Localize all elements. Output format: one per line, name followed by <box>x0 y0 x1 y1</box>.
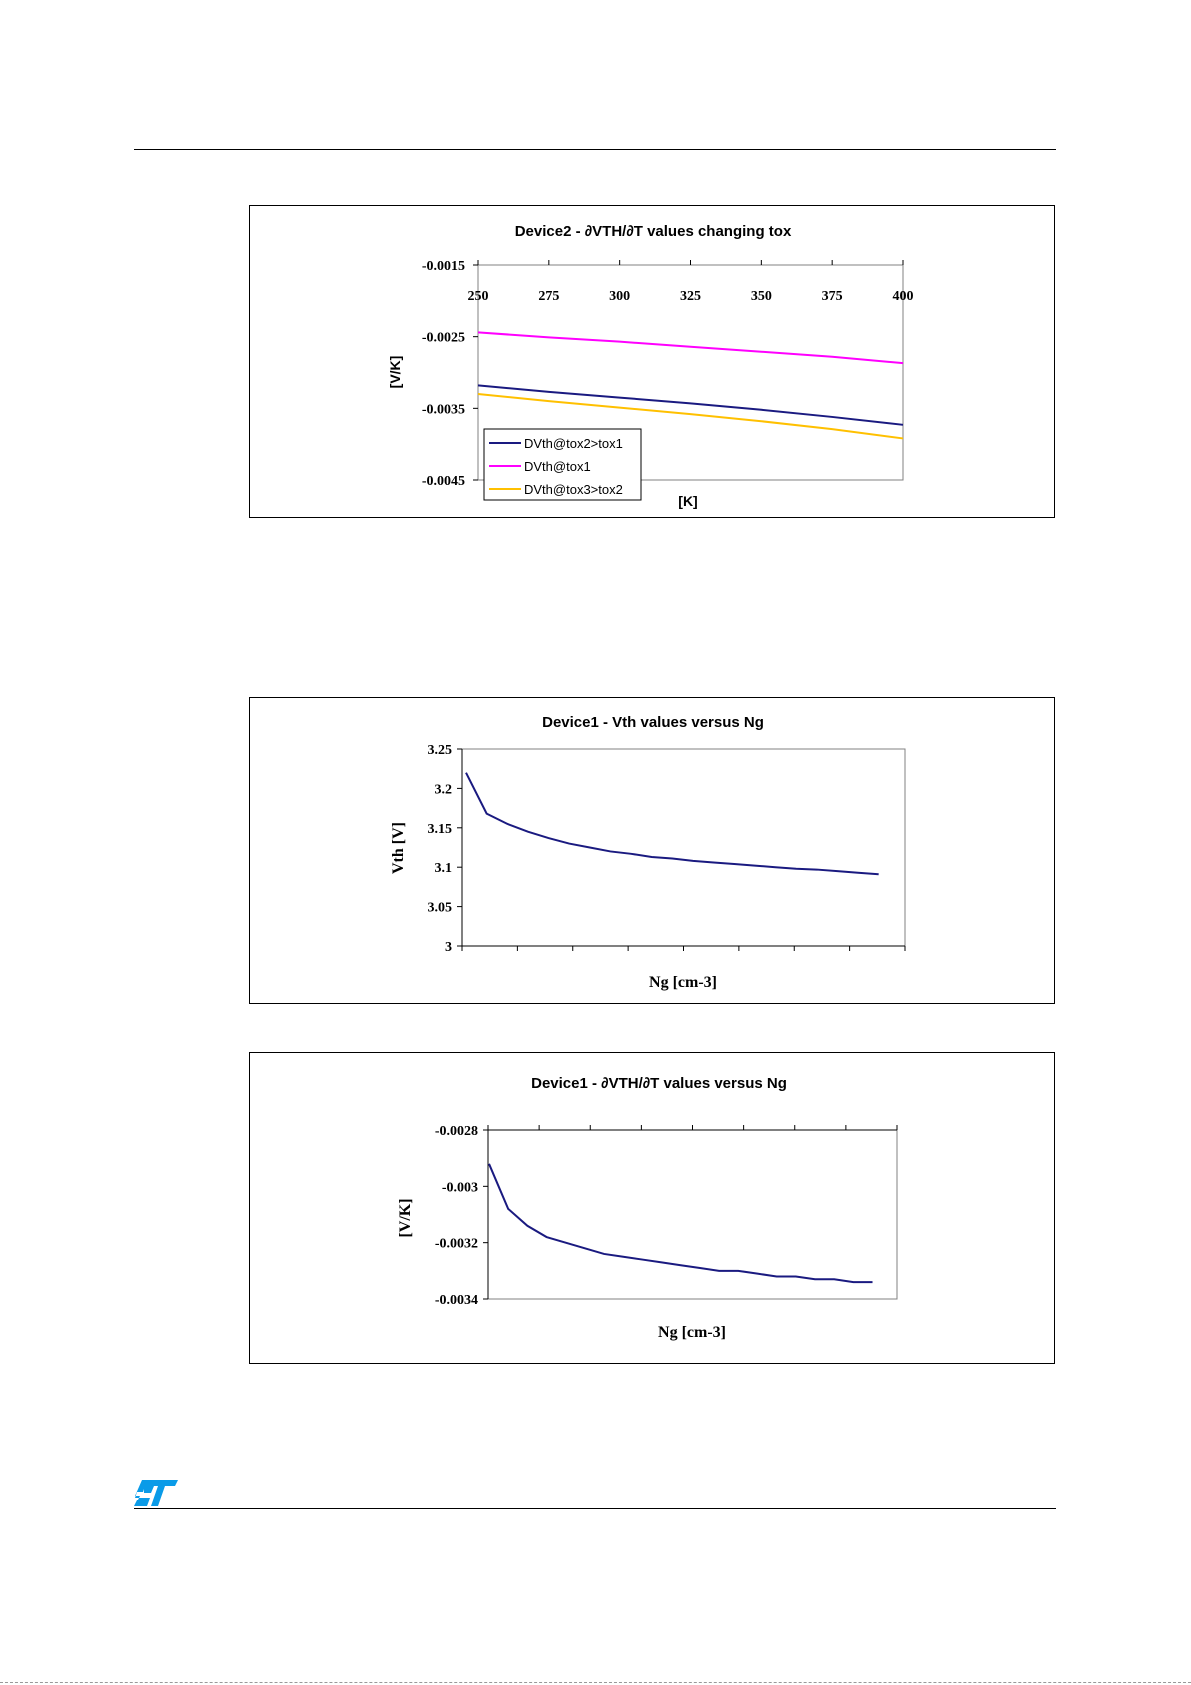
y-tick-label: -0.0025 <box>421 330 465 346</box>
header-rule <box>134 149 1056 150</box>
y-tick-label: -0.0032 <box>434 1236 478 1252</box>
y-tick-label: 3.15 <box>427 821 452 837</box>
x-tick-label: 375 <box>821 289 843 304</box>
chart-3-svg <box>250 1053 1056 1365</box>
y-tick-label: -0.0035 <box>421 402 465 418</box>
x-tick-label: 250 <box>467 289 489 304</box>
x-axis-label: Ng [cm-3] <box>649 974 717 991</box>
x-tick-label: 400 <box>892 289 914 304</box>
y-tick-label: 3 <box>445 940 452 955</box>
y-axis-label: [V/K] <box>387 355 403 389</box>
y-tick-label: -0.0015 <box>421 259 465 274</box>
footer-rule <box>134 1508 1056 1509</box>
chart-1-frame <box>249 205 1055 518</box>
y-tick-label: -0.0034 <box>434 1293 478 1308</box>
legend-entry: DVth@tox1 <box>524 459 591 474</box>
chart-2-frame <box>249 697 1055 1004</box>
legend-entry: DVth@tox2>tox1 <box>524 436 623 451</box>
x-tick-label: 325 <box>680 289 701 304</box>
plot-area <box>488 1130 897 1299</box>
x-tick-label: 300 <box>609 289 631 304</box>
chart-1-svg <box>250 206 1056 519</box>
x-tick-label: 275 <box>538 289 560 304</box>
st-logo <box>134 1478 180 1508</box>
chart-title: Device1 - Vth values versus Ng <box>542 714 764 731</box>
y-tick-label: 3.25 <box>427 743 452 758</box>
y-tick-label: 3.05 <box>427 900 452 916</box>
y-tick-label: -0.0045 <box>421 474 465 489</box>
x-axis-label: Ng [cm-3] <box>658 1324 726 1341</box>
y-tick-label: -0.0028 <box>434 1124 478 1139</box>
y-tick-label: -0.003 <box>441 1180 478 1196</box>
y-axis-label: Vth [V] <box>390 822 407 874</box>
y-tick-label: 3.2 <box>434 782 452 798</box>
y-tick-label: 3.1 <box>434 861 452 877</box>
y-axis-label: [V/K] <box>397 1198 414 1238</box>
chart-3-frame <box>249 1052 1055 1364</box>
x-axis-label: [K] <box>678 493 698 509</box>
chart-title: Device1 - ∂VTH/∂T values versus Ng <box>531 1075 787 1092</box>
chart-title: Device2 - ∂VTH/∂T values changing tox <box>514 223 792 240</box>
chart-2-svg <box>250 698 1056 1005</box>
x-tick-label: 350 <box>750 289 772 304</box>
plot-area <box>462 749 905 946</box>
bottom-edge <box>0 1682 1191 1684</box>
legend-entry: DVth@tox3>tox2 <box>524 482 623 497</box>
